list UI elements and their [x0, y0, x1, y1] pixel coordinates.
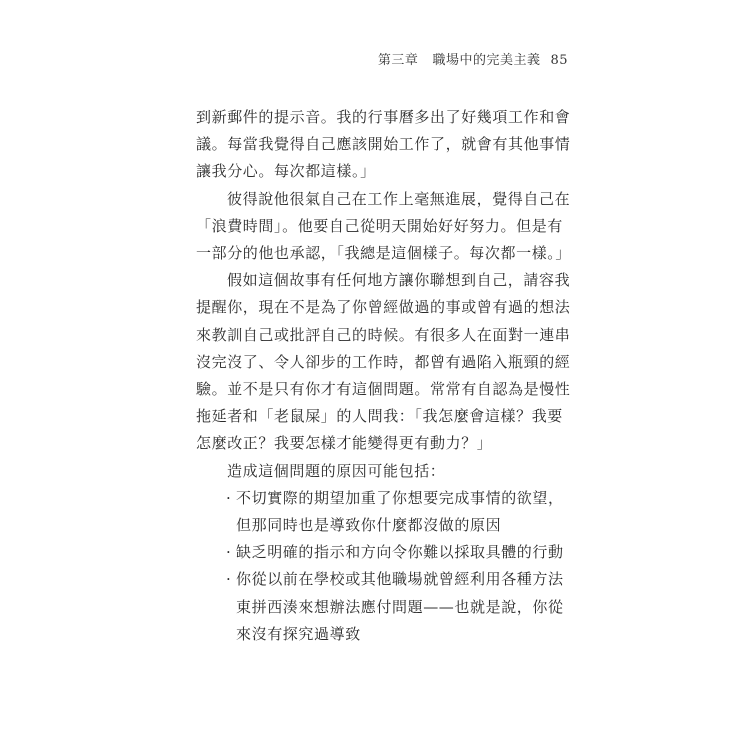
- page-number: 85: [550, 53, 568, 68]
- paragraph: 假如這個故事有任何地方讓你聯想到自己，請容我提醒你，現在不是為了你曾經做過的事或曾有過的想法來教訓自己或批評自己的時候。有很多人在面對一連串沒完沒了、令人卻步的工作時，都曾有過陷入瓶頸的經驗。並不是只有你才有這個問題。常常有自認為是慢性拖延者和「老鼠屎」的人問我：「我怎麼會這樣？我要怎麼改正？我要怎樣才能變得更有動力？」: [196, 271, 571, 453]
- cause-list: [196, 485, 578, 648]
- bullet-marker: ·: [226, 488, 232, 507]
- paragraph-continued: 到新郵件的提示音。我的行事曆多出了好幾項工作和會議。每當我覺得自己應該開始工作了，就會有其他事情讓我分心。每次都這樣。」: [196, 108, 571, 181]
- paragraph: 彼得說他很氣自己在工作上毫無進展，覺得自己在「浪費時間」。他要自己從明天開始好好努力。但是有一部分的他也承認，「我總是這個樣子。每次都一樣。」: [196, 189, 572, 263]
- body-text: [196, 104, 578, 648]
- list-item-text: 你從以前在學校或其他職場就曾經利用各種方法東拼西湊來想辦法應付問題——也就是說，你從來沒有探究過導致: [236, 570, 564, 643]
- list-item: [196, 539, 578, 566]
- chapter-title: 職場中的完美主義: [432, 53, 541, 68]
- list-item: [196, 485, 578, 539]
- list-item: [196, 566, 578, 648]
- chapter-label: 第三章: [377, 53, 419, 68]
- running-header: [0, 49, 568, 68]
- list-item-text: 不切實際的期望加重了你想要完成事情的欲望，但那同時也是導致你什麼都沒做的原因: [236, 488, 564, 535]
- list-item-text: 缺乏明確的指示和方向令你難以採取具體的行動: [236, 543, 564, 562]
- bullet-marker: ·: [226, 570, 232, 589]
- paragraph: 造成這個問題的原因可能包括：: [227, 461, 446, 480]
- bullet-marker: ·: [226, 543, 232, 562]
